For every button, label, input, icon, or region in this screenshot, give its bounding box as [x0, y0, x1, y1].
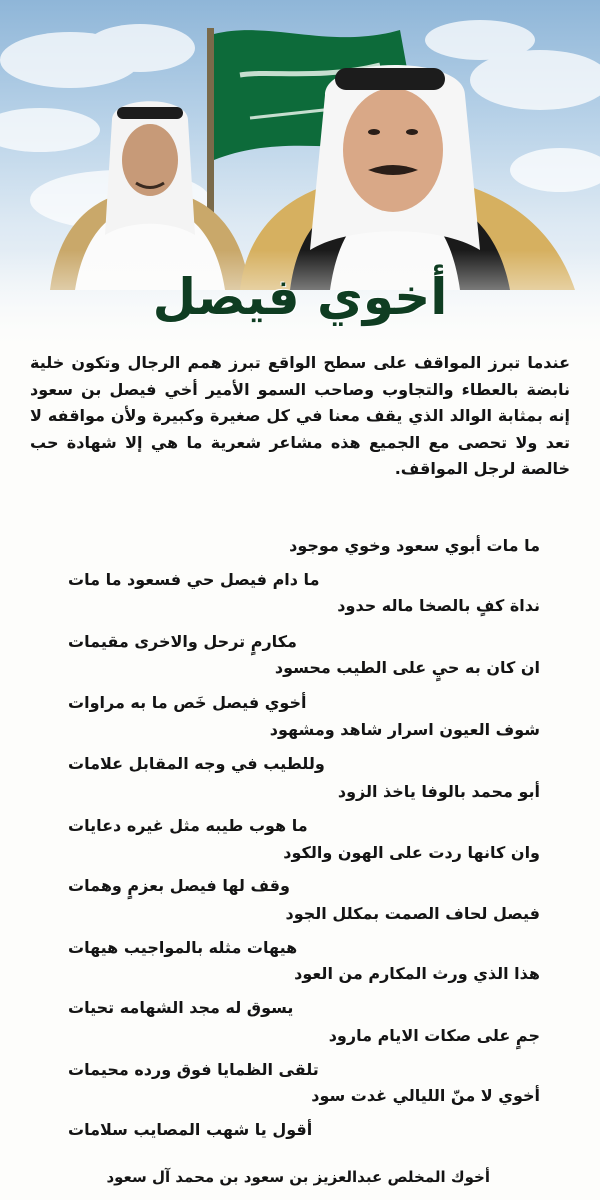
poem-verse-7-second: هيهات مثله بالمواجيب هيهات [68, 938, 298, 957]
poem-verse-6-first: وان كانها ردت على الهون والكود [283, 843, 540, 862]
poem-verse-10-first: أخوي لا منّ الليالي غدت سود [311, 1086, 540, 1105]
poem-verse-9-first: جمٍ على صكات الايام مارود [328, 1026, 540, 1045]
poem-verse-2-second: مكارمٍ ترحل والاخرى مقيمات [68, 632, 297, 651]
poem-verse-4-first: شوف العيون اسرار شاهد ومشهود [269, 720, 540, 739]
intro-paragraph: عندما تبرز المواقف على سطح الواقع تبرز همم الرجال وتكون خلية نابضة بالعطاء والتجاوب وصاحب السمو الأمير أخي فيصل بن سعود إنه بمثابة الوالد الذي يقف معنا في كل صغيرة وكبيرة ولأن مواقفه لا تعد ولا تحصى مع الجميع هذه مشاعر شعرية ما هي إلا شهادة حب خالصة لرجل المواقف. [30, 353, 570, 478]
poem-verse-5-second: ما هوب طيبه مثل غيره دعايات [68, 816, 308, 835]
poem-verse-10-second: أقول يا شهب المصايب سلامات [68, 1120, 313, 1139]
poem-verse-3-second: أخوي فيصل خَص ما به مراوات [68, 693, 307, 712]
poem-verse-8-second: يسوق له مجد الشهامه تحيات [68, 998, 294, 1017]
poem-verse-3-first: ان كان به حيٍ على الطيب محسود [274, 658, 540, 677]
header-banner [0, 0, 600, 345]
poem-verse-5-first: أبو محمد بالوفا ياخذ الزود [337, 782, 540, 801]
signature-line: أخوك المخلص عبدالعزيز بن سعود بن محمد آل سعود [106, 1168, 490, 1186]
poem-verse-2-first: نداة كفٍ بالصخا ماله حدود [337, 596, 540, 615]
poem-verse-1-first: ما مات أبوي سعود وخوي موجود [289, 536, 540, 555]
poem-verse-1-second: ما دام فيصل حي فسعود ما مات [68, 570, 320, 589]
poem-verse-4-second: وللطيب في وجه المقابل علامات [68, 754, 325, 773]
poem-verse-8-first: هذا الذي ورث المكارم من العود [294, 964, 540, 983]
page-title: أخوي فيصل [152, 268, 448, 326]
poem-verse-7-first: فيصل لحاف الصمت بمكلل الجود [285, 904, 540, 923]
poem-verse-9-second: تلقى الظمايا فوق ورده محيمات [68, 1060, 319, 1079]
poem-verse-6-second: وقف لها فيصل بعزمٍ وهمات [68, 876, 290, 895]
